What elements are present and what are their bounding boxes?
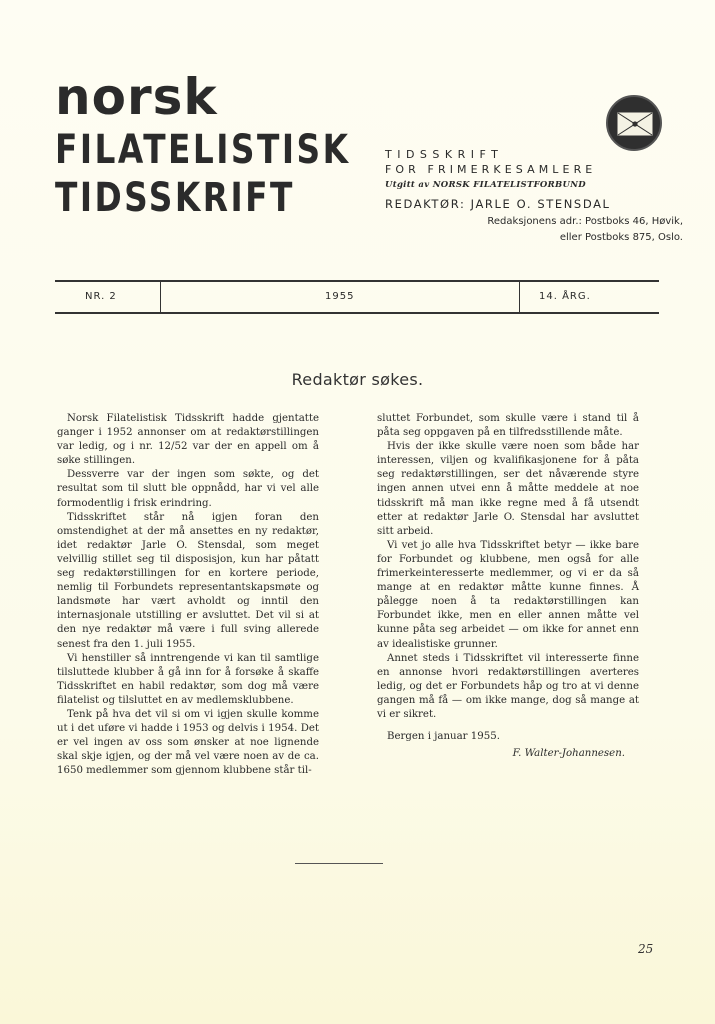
paragraph: Tenk på hva det vil si om vi igjen skulle komme ut i det uføre vi hadde i 1953 og delvis i 1954. Det er vel ingen av oss som ønsker at noe lignende skal skje igjen, og der må vel være noen av de ca. 1650 medlemmer som gjennom klubbene står til- (57, 708, 319, 777)
divider (519, 282, 520, 312)
address-line-2: eller Postboks 875, Oslo. (559, 232, 683, 243)
paragraph: sluttet Forbundet, som skulle være i stand til å påta seg oppgaven på en tilfredsstillende måte. (377, 413, 639, 439)
issue-bar (55, 280, 659, 314)
masthead-logo (55, 68, 365, 222)
article-title: Redaktør søkes. (291, 370, 424, 389)
masthead-line-filatelistisk: FILATELISTISK (55, 127, 351, 173)
envelope-icon (606, 95, 662, 151)
address-line-1: Redaksjonens adr.: Postboks 46, Høvik, (487, 216, 683, 227)
paragraph: Norsk Filatelistisk Tidsskrift hadde gjentatte ganger i 1952 annonser om at redaktørstillingen var ledig, og i nr. 12/52 var der en appell om å søke stillingen. (57, 413, 319, 467)
paragraph: Tidsskriftet står nå igjen foran den omstendighet at der må ansettes en ny redaktør, idet redaktør Jarle O. Stensdal, som meget velvillig stillet seg til disposisjon, kun har påtatt seg redaktørstillingen for en kortere periode, nemlig til Forbundets representantskapsmøte og landsmøte har vært avholdt og inntil den internasjonale utstilling er avsluttet. Det vil si at den nye redaktør må være i full sving allerede senest fra den 1. juli 1955. (57, 511, 319, 650)
signature: F. Walter-Johannesen. (512, 748, 625, 760)
publisher-line: Utgitt av NORSK FILATELISTFORBUND (385, 180, 586, 190)
paragraph: Annet steds i Tidsskriftet vil interesserte finne en annonse hvori redaktørstillingen averteres ledig, og det er Forbundets håp og tro at vi denne gangen må få — om ikke mange, dog så mange at vi er sikret. (377, 652, 639, 720)
issue-number: NR. 2 (85, 291, 117, 302)
article-column-left (57, 412, 319, 778)
publisher-info (385, 148, 691, 246)
issue-volume: 14. ÅRG. (539, 291, 591, 302)
place-date: Bergen i januar 1955. (387, 731, 500, 743)
end-rule (295, 863, 383, 864)
paragraph: Vi henstiller så inntrengende vi kan til samtlige tilsluttede klubber å gå inn for å forsøke å skaffe Tidsskriftet en habil redaktør, som dog må være filatelist og tilsluttet en av medlemsklubbene. (57, 652, 319, 706)
paragraph: Vi vet jo alle hva Tidsskriftet betyr — ikke bare for Forbundet og klubbene, men også for alle frimerkeinteresserte medlemmer, og vi er da så mange at en redaktør måtte kunne finnes. Å pålegge noen å ta redaktørstillingen kan Forbundet ikke, men en eller annen måtte vel kunne påta seg arbeidet — om ikke for annet enn av idealistiske grunner. (377, 539, 639, 650)
masthead-line-norsk: norsk (55, 68, 218, 126)
masthead-line-tidsskrift: TIDSSKRIFT (55, 175, 295, 221)
subtitle-tidsskrift: TIDSSKRIFT (385, 148, 504, 161)
issue-year: 1955 (325, 291, 355, 302)
editor-line: REDAKTØR: JARLE O. STENSDAL (385, 197, 611, 211)
paragraph: Hvis der ikke skulle være noen som både har interessen, viljen og kvalifikasjonene for å påta seg redaktørstillingen, ser det nåværende styre ingen annen utvei enn å måtte meddele at noe tidsskrift må man ikke regne med å få utsendt etter at redaktør Jarle O. Stensdal har avsluttet sitt arbeid. (377, 441, 639, 537)
divider (160, 282, 161, 312)
subtitle-frimerkesamlere: FOR FRIMERKESAMLERE (385, 163, 597, 176)
article-column-right (377, 412, 639, 761)
paragraph: Dessverre var der ingen som søkte, og det resultat som til slutt ble oppnådd, har vi vel alle formodentlig i frisk erindring. (57, 469, 319, 509)
page-number: 25 (638, 942, 654, 956)
